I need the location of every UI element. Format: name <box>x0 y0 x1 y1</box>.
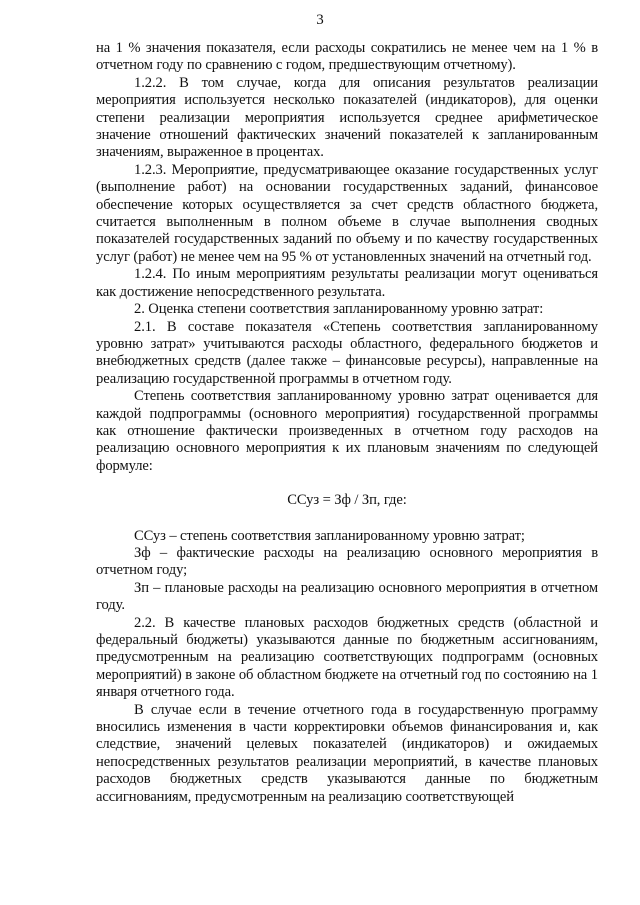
section-heading-2: 2. Оценка степени соответствия запланированному уровню затрат: <box>134 301 544 318</box>
formula: ССуз = Зф / Зп, где: <box>287 492 407 509</box>
paragraph-cost-assessment: Степень соответствия запланированному уровню затрат оценивается для каждой подпрограммы (основного мероприятия) государственной программы как отношение фактически произведенных в отчетном году расходов на реализацию основного мероприятия к их плановым значениям по следующей формуле: <box>96 388 598 474</box>
paragraph-2-1: 2.1. В составе показателя «Степень соответствия запланированному уровню затрат» учитываются расходы областного, федерального бюджетов и внебюджетных средств (далее также – финансовые ресурсы), направленные на реализацию государственной программы в отчетном году. <box>96 318 598 387</box>
paragraph-1-2-3: 1.2.3. Мероприятие, предусматривающее оказание государственных услуг (выполнение работ) на основании государственных заданий, финансовое обеспечение которых осуществляется за счет средств областного бюджета, считается выполненным в полном объеме в случае выполнения сводных показателей государственных заданий по объему и по качеству государственных услуг (работ) не менее чем на 95 % от установленных значений на отчетный год. <box>96 161 598 265</box>
page-number: 3 <box>316 12 324 28</box>
paragraph-1-2-2: 1.2.2. В том случае, когда для описания результатов реализации мероприятия используется несколько показателей (индикаторов), для оценки степени реализации мероприятия используется среднее арифметическое значение отношений фактических значений показателей к запланированным значениям, выраженное в процентах. <box>96 74 598 161</box>
definition-zf: Зф – фактические расходы на реализацию основного мероприятия в отчетном году; <box>96 544 598 579</box>
definition-zp: Зп – плановые расходы на реализацию основного мероприятия в отчетном году. <box>96 579 598 614</box>
paragraph-1-2-4: 1.2.4. По иным мероприятиям результаты реализации могут оцениваться как достижение непосредственного результата. <box>96 266 598 300</box>
paragraph-changes: В случае если в течение отчетного года в государственную программу вносились изменения в части корректировки объемов финансирования и, как следствие, значений целевых показателей (индикаторов) и ожидаемых непосредственных результатов реализации мероприятий, в качестве плановых расходов бюджетных средств указываются данные по бюджетным ассигнованиям, предусмотренным на реализацию соответствующей <box>96 701 598 805</box>
document-body <box>96 40 598 806</box>
definition-ssuz: ССуз – степень соответствия запланированному уровню затрат; <box>134 527 525 544</box>
paragraph-2-2: 2.2. В качестве плановых расходов бюджетных средств (областной и федеральный бюджеты) указываются данные по бюджетным ассигнованиям, предусмотренным на реализацию соответствующих подпрограмм (основных мероприятий) в законе об областном бюджете на отчетный год по состоянию на 1 января отчетного года. <box>96 614 598 701</box>
paragraph-continuation: на 1 % значения показателя, если расходы сократились не менее чем на 1 % в отчетном году по сравнению с годом, предшествующим отчетному). <box>96 40 598 74</box>
